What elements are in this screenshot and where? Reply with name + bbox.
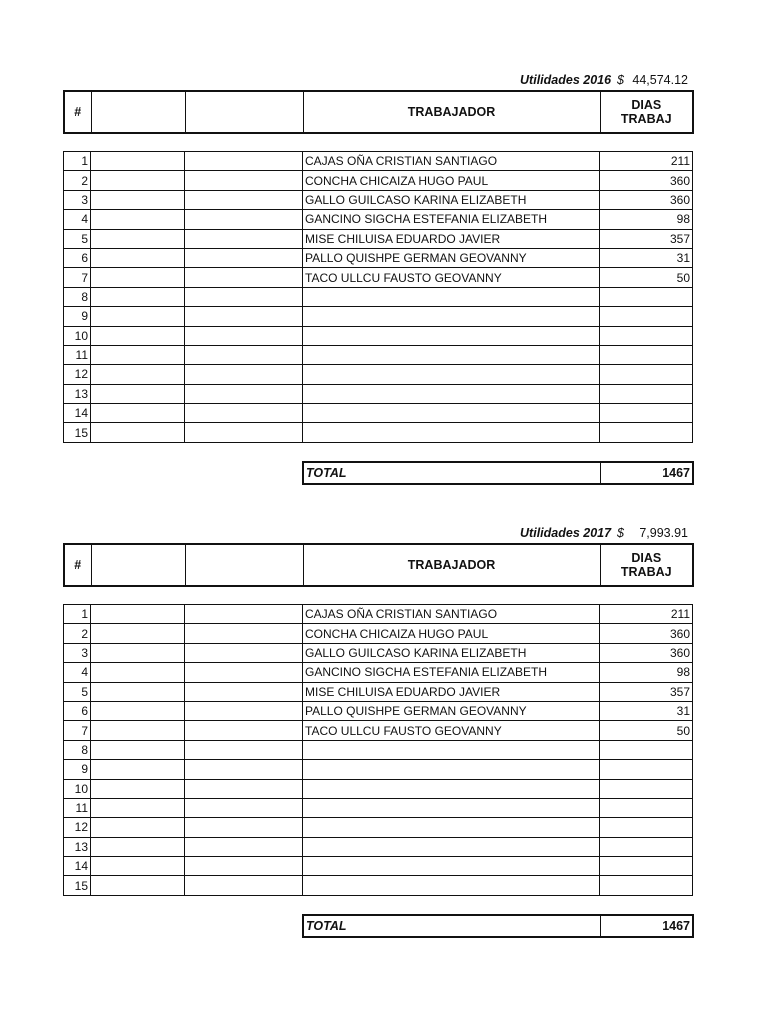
row-number: 4 (64, 210, 91, 229)
utilities-amount: 44,574.12 (632, 73, 688, 87)
table-row (64, 876, 693, 895)
table-row (64, 721, 693, 740)
worker-days (600, 307, 693, 326)
worker-name (303, 740, 600, 759)
table-row (64, 837, 693, 856)
row-col3 (185, 624, 303, 643)
worker-name: MISE CHILUISA EDUARDO JAVIER (303, 682, 600, 701)
header-days-line1: DIAS (631, 98, 662, 112)
worker-days (600, 779, 693, 798)
table-row (64, 268, 693, 287)
row-col2 (91, 721, 185, 740)
row-number: 15 (64, 423, 91, 442)
worker-days: 360 (600, 624, 693, 643)
worker-name (303, 404, 600, 423)
row-col3 (185, 721, 303, 740)
worker-name (303, 837, 600, 856)
worker-name (303, 876, 600, 895)
row-col3 (185, 152, 303, 171)
worker-days (600, 365, 693, 384)
table-row (64, 152, 693, 171)
row-number: 6 (64, 248, 91, 267)
row-col3 (185, 837, 303, 856)
worker-name: MISE CHILUISA EDUARDO JAVIER (303, 229, 600, 248)
utilities-label: Utilidades 2017 (520, 526, 612, 540)
worker-name: GALLO GUILCASO KARINA ELIZABETH (303, 190, 600, 209)
row-col2 (91, 423, 185, 442)
worker-name (303, 365, 600, 384)
row-number: 7 (64, 268, 91, 287)
row-col3 (185, 326, 303, 345)
row-number: 2 (64, 171, 91, 190)
worker-days: 357 (600, 682, 693, 701)
row-number: 14 (64, 857, 91, 876)
row-col3 (185, 190, 303, 209)
row-number: 2 (64, 624, 91, 643)
utilities-label: Utilidades 2016 (520, 73, 612, 87)
table-row (64, 248, 693, 267)
row-number: 10 (64, 326, 91, 345)
row-number: 6 (64, 701, 91, 720)
row-col3 (185, 287, 303, 306)
header-hash: # (64, 544, 91, 586)
table-row (64, 287, 693, 306)
utilities-line (520, 73, 688, 87)
worker-name (303, 423, 600, 442)
table-row (64, 229, 693, 248)
table-row (64, 423, 693, 442)
currency-symbol: $ (617, 526, 624, 540)
worker-days (600, 798, 693, 817)
row-col2 (91, 326, 185, 345)
worker-days (600, 423, 693, 442)
row-col2 (91, 682, 185, 701)
row-number: 9 (64, 760, 91, 779)
row-number: 8 (64, 287, 91, 306)
row-col3 (185, 384, 303, 403)
header-row (64, 544, 693, 586)
total-label: TOTAL (303, 915, 600, 937)
row-col3 (185, 857, 303, 876)
worker-name (303, 326, 600, 345)
row-col2 (91, 663, 185, 682)
row-col3 (185, 307, 303, 326)
row-col2 (91, 760, 185, 779)
worker-days (600, 857, 693, 876)
row-col2 (91, 210, 185, 229)
row-col3 (185, 345, 303, 364)
row-col2 (91, 384, 185, 403)
row-col2 (91, 740, 185, 759)
header-days (600, 544, 693, 586)
row-col2 (91, 876, 185, 895)
total-row (303, 915, 693, 937)
worker-name (303, 818, 600, 837)
worker-days (600, 326, 693, 345)
row-number: 13 (64, 384, 91, 403)
table-row (64, 190, 693, 209)
table-row (64, 307, 693, 326)
table-row (64, 624, 693, 643)
table-row (64, 701, 693, 720)
worker-days: 31 (600, 701, 693, 720)
table-row (64, 857, 693, 876)
worker-days (600, 384, 693, 403)
row-col3 (185, 171, 303, 190)
worker-days (600, 345, 693, 364)
row-number: 12 (64, 365, 91, 384)
worker-name (303, 384, 600, 403)
table-row (64, 818, 693, 837)
worker-days (600, 404, 693, 423)
header-table (63, 90, 694, 134)
header-hash: # (64, 91, 91, 133)
row-col3 (185, 605, 303, 624)
worker-name (303, 287, 600, 306)
row-col3 (185, 818, 303, 837)
table-row (64, 798, 693, 817)
total-value: 1467 (600, 915, 693, 937)
row-col3 (185, 701, 303, 720)
row-number: 11 (64, 345, 91, 364)
total-table (302, 914, 694, 938)
row-col2 (91, 624, 185, 643)
table-row (64, 210, 693, 229)
row-col2 (91, 818, 185, 837)
worker-days (600, 837, 693, 856)
header-col2 (91, 91, 185, 133)
utilities-amount: 7,993.91 (639, 526, 688, 540)
row-col3 (185, 210, 303, 229)
row-col2 (91, 268, 185, 287)
header-row (64, 91, 693, 133)
worker-days: 50 (600, 268, 693, 287)
worker-days: 50 (600, 721, 693, 740)
header-days (600, 91, 693, 133)
header-worker: TRABAJADOR (303, 91, 600, 133)
table-row (64, 760, 693, 779)
worker-days: 360 (600, 190, 693, 209)
row-number: 5 (64, 229, 91, 248)
row-col2 (91, 701, 185, 720)
row-col2 (91, 643, 185, 662)
workers-tbody (64, 605, 693, 896)
worker-name: CONCHA CHICAIZA HUGO PAUL (303, 624, 600, 643)
row-col3 (185, 229, 303, 248)
table-row (64, 326, 693, 345)
row-col2 (91, 171, 185, 190)
worker-name: PALLO QUISHPE GERMAN GEOVANNY (303, 248, 600, 267)
row-col2 (91, 837, 185, 856)
table-row (64, 605, 693, 624)
table-row (64, 643, 693, 662)
header-col2 (91, 544, 185, 586)
row-col3 (185, 779, 303, 798)
table-row (64, 384, 693, 403)
worker-days (600, 740, 693, 759)
table-row (64, 365, 693, 384)
row-col3 (185, 643, 303, 662)
utilities-line (520, 526, 688, 540)
worker-days: 360 (600, 643, 693, 662)
row-col2 (91, 248, 185, 267)
row-col2 (91, 287, 185, 306)
row-number: 10 (64, 779, 91, 798)
worker-name (303, 760, 600, 779)
total-row (303, 462, 693, 484)
row-number: 3 (64, 190, 91, 209)
header-days-line2: TRABAJ (620, 112, 672, 126)
worker-days (600, 287, 693, 306)
workers-tbody (64, 152, 693, 443)
worker-days: 360 (600, 171, 693, 190)
worker-name (303, 798, 600, 817)
row-col3 (185, 740, 303, 759)
row-col3 (185, 365, 303, 384)
table-row (64, 779, 693, 798)
row-col3 (185, 248, 303, 267)
row-number: 13 (64, 837, 91, 856)
row-number: 11 (64, 798, 91, 817)
row-col2 (91, 190, 185, 209)
worker-name: TACO ULLCU FAUSTO GEOVANNY (303, 721, 600, 740)
row-col3 (185, 404, 303, 423)
row-col2 (91, 152, 185, 171)
row-number: 4 (64, 663, 91, 682)
row-number: 14 (64, 404, 91, 423)
table-row (64, 740, 693, 759)
header-worker: TRABAJADOR (303, 544, 600, 586)
row-col2 (91, 229, 185, 248)
table-row (64, 404, 693, 423)
worker-days: 31 (600, 248, 693, 267)
row-col2 (91, 857, 185, 876)
header-col3 (185, 544, 303, 586)
row-number: 9 (64, 307, 91, 326)
row-col3 (185, 798, 303, 817)
row-col2 (91, 798, 185, 817)
worker-name (303, 345, 600, 364)
worker-name: GANCINO SIGCHA ESTEFANIA ELIZABETH (303, 663, 600, 682)
worker-days (600, 760, 693, 779)
table-row (64, 663, 693, 682)
row-number: 15 (64, 876, 91, 895)
header-col3 (185, 91, 303, 133)
worker-days: 357 (600, 229, 693, 248)
worker-name: CAJAS OÑA CRISTIAN SANTIAGO (303, 152, 600, 171)
total-value: 1467 (600, 462, 693, 484)
worker-name (303, 857, 600, 876)
row-col2 (91, 307, 185, 326)
row-number: 1 (64, 152, 91, 171)
worker-name (303, 779, 600, 798)
workers-table (63, 604, 693, 896)
worker-name: GANCINO SIGCHA ESTEFANIA ELIZABETH (303, 210, 600, 229)
worker-days (600, 876, 693, 895)
row-number: 12 (64, 818, 91, 837)
row-number: 7 (64, 721, 91, 740)
worker-days: 98 (600, 210, 693, 229)
currency-symbol: $ (617, 73, 624, 87)
worker-name: TACO ULLCU FAUSTO GEOVANNY (303, 268, 600, 287)
worker-days (600, 818, 693, 837)
worker-name: CAJAS OÑA CRISTIAN SANTIAGO (303, 605, 600, 624)
row-col3 (185, 876, 303, 895)
worker-name: PALLO QUISHPE GERMAN GEOVANNY (303, 701, 600, 720)
row-number: 8 (64, 740, 91, 759)
total-label: TOTAL (303, 462, 600, 484)
row-col3 (185, 423, 303, 442)
worker-name: CONCHA CHICAIZA HUGO PAUL (303, 171, 600, 190)
row-col2 (91, 345, 185, 364)
worker-days: 211 (600, 605, 693, 624)
row-number: 1 (64, 605, 91, 624)
header-days-line2: TRABAJ (620, 565, 672, 579)
row-number: 3 (64, 643, 91, 662)
worker-days: 98 (600, 663, 693, 682)
worker-days: 211 (600, 152, 693, 171)
header-days-line1: DIAS (631, 551, 662, 565)
row-col2 (91, 365, 185, 384)
row-col3 (185, 682, 303, 701)
workers-table (63, 151, 693, 443)
row-col2 (91, 605, 185, 624)
row-number: 5 (64, 682, 91, 701)
row-col2 (91, 779, 185, 798)
worker-name: GALLO GUILCASO KARINA ELIZABETH (303, 643, 600, 662)
table-row (64, 345, 693, 364)
worker-name (303, 307, 600, 326)
row-col3 (185, 663, 303, 682)
header-table (63, 543, 694, 587)
row-col3 (185, 760, 303, 779)
table-row (64, 682, 693, 701)
table-row (64, 171, 693, 190)
row-col3 (185, 268, 303, 287)
row-col2 (91, 404, 185, 423)
total-table (302, 461, 694, 485)
